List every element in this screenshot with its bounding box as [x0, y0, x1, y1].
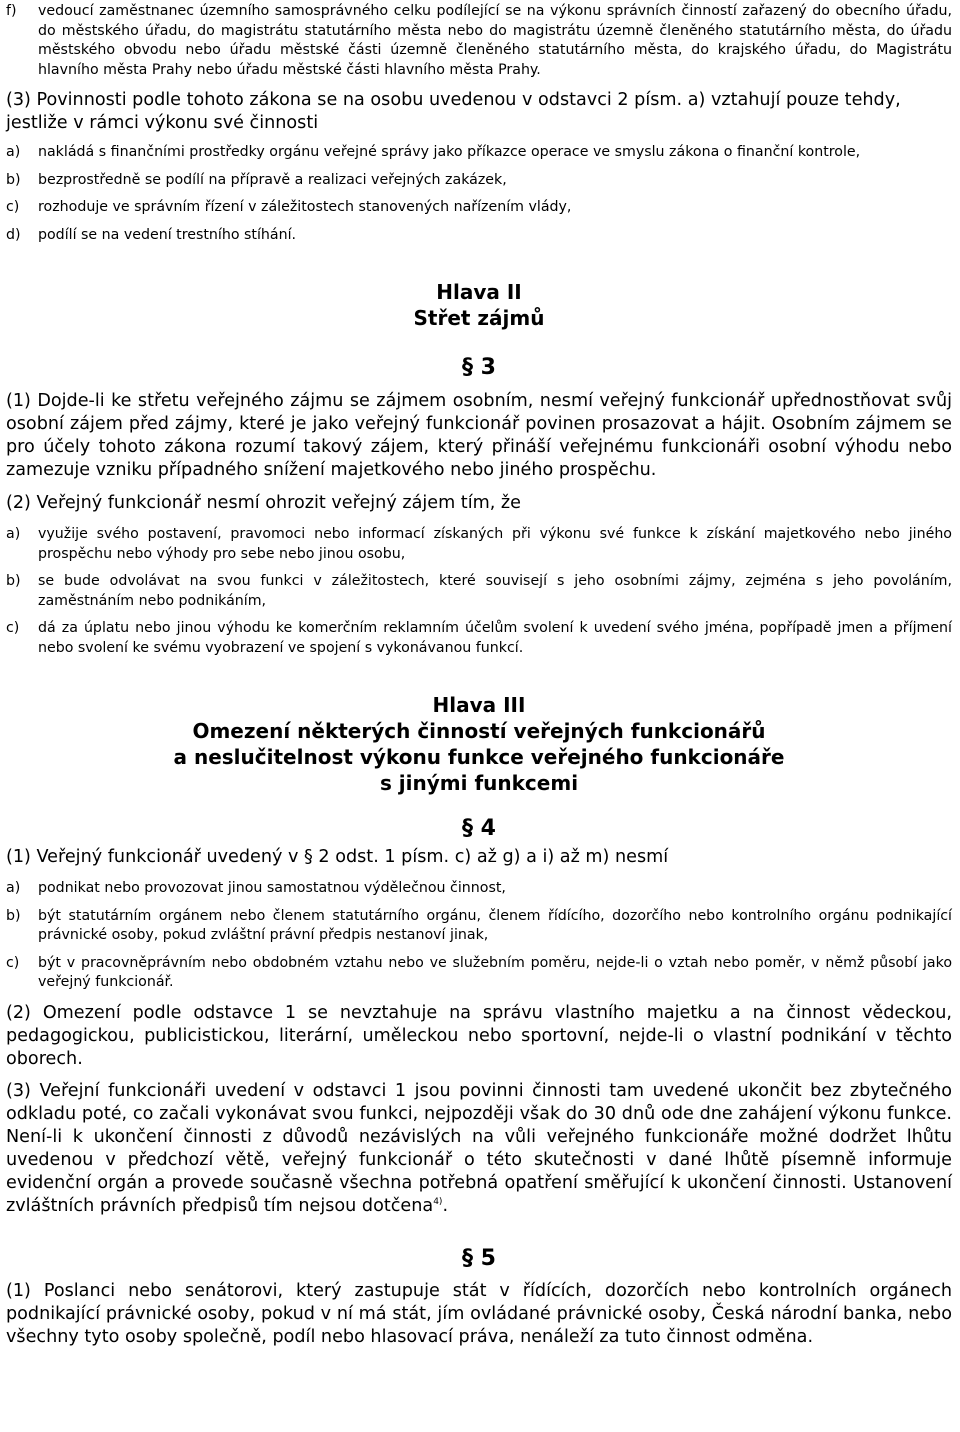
item-text: podnikat nebo provozovat jinou samostatnou výdělečnou činnost,	[38, 880, 506, 896]
list-item	[6, 143, 952, 163]
chapter-title: a neslučitelnost výkonu funkce veřejného funkcionáře	[173, 745, 785, 769]
paragraph-lead: (3) Povinnosti podle tohoto zákona se na osobu uvedenou v odstavci 2 písm. a) vztahují pouze tehdy, jestliže v rámci výkonu své činnosti	[6, 90, 901, 133]
chapter-number: Hlava III	[432, 693, 526, 717]
chapter-title: s jinými funkcemi	[379, 771, 579, 795]
section-heading: § 4	[462, 816, 496, 841]
paragraph: (1) Dojde-li ke střetu veřejného zájmu se zájmem osobním, nesmí veřejný funkcionář upřednostňovat svůj osobní zájem před zájmy, které je jako veřejný funkcionář povinen prosazovat a hájit. Osobním zájmem se pro účely tohoto zákona rozumí takový zájem, který přináší veřejnému funkcionáři osobní výhodu nebo zamezuje vzniku případného snížení majetkového nebo jiného prospěchu.	[6, 391, 952, 480]
item-label: c)	[6, 620, 20, 636]
item-text: využije svého postavení, pravomoci nebo informací získaných při výkonu své funkce k získání majetkového nebo jiného prospěchu nebo výhody pro sebe nebo jinou osobu,	[38, 526, 952, 562]
item-list	[6, 143, 952, 245]
chapter-number: Hlava II	[436, 280, 522, 304]
list-item	[6, 171, 952, 191]
footnote-ref: 4)	[433, 1196, 443, 1207]
paragraph-text: (3) Veřejní funkcionáři uvedení v odstavci 1 jsou povinni činnosti tam uvedené ukončit bez zbytečného odkladu poté, co začali vykonávat svou funkci, nejpozději však do 30 dnů ode dne zahájení výkonu funkce. Není-li k ukončení činnosti z důvodů nezávislých na vůli veřejného funkcionáře možné dodržet lhůtu uvedenou v předchozí větě, veřejný funkcionář o této skutečnosti v dané lhůtě písemně informuje evidenční orgán a provede současně všechna potřebná opatření směřující k ukončení činnosti. Ustanovení zvláštních právních předpisů tím nejsou dotčena	[6, 1080, 952, 1216]
paragraph	[6, 1080, 952, 1218]
paragraph: (2) Omezení podle odstavce 1 se nevztahuje na správu vlastního majetku a na činnost vědeckou, pedagogickou, publicistickou, literární, uměleckou nebo sportovní, nejde-li o vlastní podnikání v těchto oborech.	[6, 1002, 952, 1069]
list-item	[6, 226, 952, 246]
item-label: b)	[6, 907, 21, 924]
list-item	[6, 525, 952, 564]
item-label: c)	[6, 954, 20, 971]
item-text: bezprostředně se podílí na přípravě a realizaci veřejných zakázek,	[38, 171, 507, 188]
item-text: rozhoduje ve správním řízení v záležitostech stanovených nařízením vlády,	[38, 199, 572, 215]
item-label: a)	[6, 526, 21, 542]
list-item	[6, 954, 952, 993]
list-item	[6, 907, 952, 946]
paragraph-end: .	[442, 1195, 449, 1216]
item-text: vedoucí zaměstnanec územního samosprávného celku podílející se na výkonu správních činností zařazený do obecního úřadu, do městského úřadu, do magistrátu statutárního města nebo do magistrátu územně členěného statutárního města, do úřadu městského obvodu nebo úřadu městské části územně členěného statutárního města, do krajského úřadu, do Magistrátu hlavního města Prahy nebo úřadu městské části hlavního města Prahy.	[38, 3, 952, 78]
chapter-title: Střet zájmů	[413, 306, 545, 330]
item-list	[6, 525, 952, 658]
item-text: se bude odvolávat na svou funkci v záležitostech, které souvisejí s jeho osobními zájmy, zejména s jeho povoláním, zaměstnáním nebo podnikáním,	[38, 573, 952, 609]
item-list	[6, 879, 952, 993]
list-item	[6, 619, 952, 658]
item-text: dá za úplatu nebo jinou výhodu ke komerčním reklamním účelům svolení k uvedení svého jména, popřípadě jmen a příjmení nebo svolení ke svému vyobrazení ve spojení s vykonávanou funkcí.	[38, 620, 952, 656]
item-label: c)	[6, 199, 20, 215]
section-heading: § 5	[462, 1245, 496, 1271]
item-label: d)	[6, 226, 21, 243]
paragraph-lead: (1) Veřejný funkcionář uvedený v § 2 odst. 1 písm. c) až g) a i) až m) nesmí	[6, 847, 669, 867]
item-label: a)	[6, 880, 21, 896]
item-label: b)	[6, 171, 21, 188]
chapter-title: Omezení některých činností veřejných funkcionářů	[192, 719, 766, 743]
list-item	[6, 879, 952, 899]
list-item	[6, 2, 952, 80]
section-heading: § 3	[462, 355, 496, 380]
item-text: být v pracovněprávním nebo obdobném vztahu nebo ve služebním poměru, nejde-li o vztah nebo poměr, v němž působí jako veřejný funkcionář.	[38, 954, 952, 990]
item-text: být statutárním orgánem nebo členem statutárního orgánu, členem řídícího, dozorčího nebo kontrolního orgánu podnikající právnické osoby, pokud zvláštní právní předpis nestanoví jinak,	[38, 907, 952, 943]
item-text: podílí se na vedení trestního stíhání.	[38, 226, 297, 243]
item-label: f)	[6, 3, 17, 19]
item-label: b)	[6, 573, 21, 589]
item-text: nakládá s finančními prostředky orgánu veřejné správy jako příkazce operace ve smyslu zákona o finanční kontrole,	[38, 144, 861, 160]
item-label: a)	[6, 144, 21, 160]
paragraph-lead: (2) Veřejný funkcionář nesmí ohrozit veřejný zájem tím, že	[6, 493, 521, 513]
list-item	[6, 572, 952, 611]
paragraph: (1) Poslanci nebo senátorovi, který zastupuje stát v řídících, dozorčích nebo kontrolních orgánech podnikající právnické osoby, pokud v ní má stát, jím ovládané právnické osoby, Česká národní banka, nebo všechny tyto osoby společně, podíl nebo hlasovací práva, nenáleží za tuto činnost odměna.	[6, 1280, 952, 1347]
list-item	[6, 198, 952, 218]
